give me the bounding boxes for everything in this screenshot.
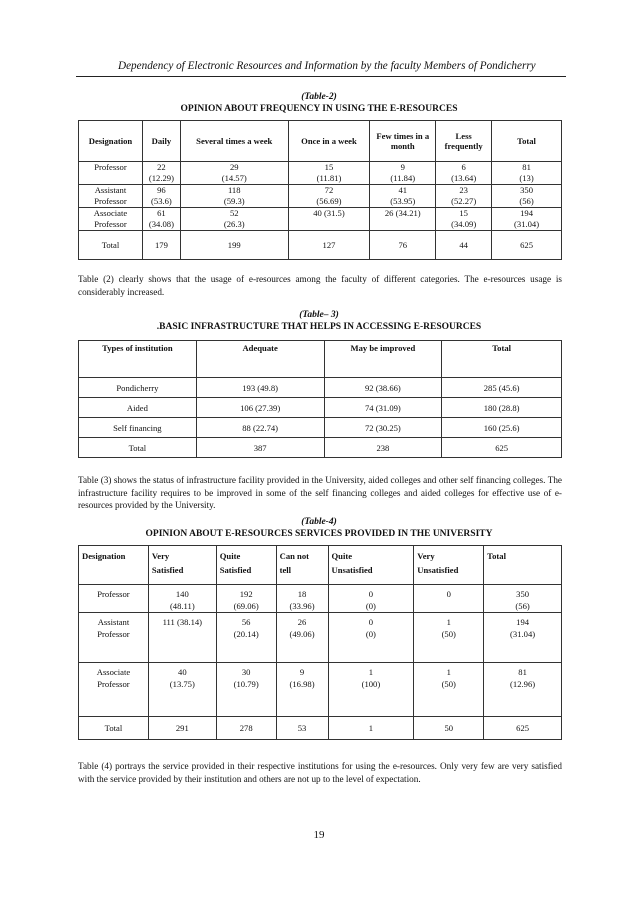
cell-line: 140 <box>175 589 189 599</box>
cell-line: 50 <box>444 723 454 733</box>
cell-line: (10.79) <box>233 679 259 689</box>
column-header <box>276 546 328 585</box>
cell-line: 15 <box>459 208 468 218</box>
paragraph-table2-summary: Table (2) clearly shows that the usage of e-resources among the faculty of different categories. The e-resources usage is considerably increased. <box>78 274 562 297</box>
cell-line: Unsatisfied <box>417 565 459 575</box>
cell-line: 40 (31.5) <box>313 208 345 218</box>
cell-line: (14.57) <box>221 173 247 183</box>
row-label <box>79 585 149 613</box>
column-header: Designation <box>79 121 143 162</box>
cell-line: 29 <box>229 162 239 172</box>
cell-line: Associate <box>93 208 128 218</box>
cell-line: (52.27) <box>451 196 477 206</box>
table-row <box>79 663 562 717</box>
table-cell <box>484 585 562 613</box>
table3-label: (Table– 3) <box>299 310 339 320</box>
table-cell <box>180 208 288 231</box>
table-cell: 88 (22.74) <box>196 418 324 438</box>
cell-line: tell <box>279 565 292 575</box>
table-cell <box>370 162 436 185</box>
table-cell <box>288 185 370 208</box>
table-cell <box>276 717 328 740</box>
row-label <box>79 717 149 740</box>
cell-line: Quite <box>331 551 353 561</box>
table-cell <box>492 208 562 231</box>
cell-line: 52 <box>229 208 239 218</box>
table-cell <box>414 717 484 740</box>
cell-line: 26 (34.21) <box>384 208 421 218</box>
table-cell <box>436 208 492 231</box>
cell-line: Total <box>101 239 120 250</box>
cell-line: Quite <box>219 551 241 561</box>
cell-line: 350 <box>520 185 533 195</box>
column-header <box>414 546 484 585</box>
table-row <box>79 162 562 185</box>
table-cell <box>180 231 288 260</box>
table-cell <box>436 231 492 260</box>
table-cell <box>370 208 436 231</box>
cell-line: 0 <box>446 589 451 599</box>
cell-line: Professor <box>97 629 130 639</box>
table-cell: 72 (30.25) <box>324 418 442 438</box>
table-row <box>79 585 562 613</box>
table-cell <box>414 663 484 717</box>
cell-line: 625 <box>516 723 530 733</box>
cell-line: 179 <box>154 239 168 250</box>
table-cell <box>148 613 216 663</box>
cell-line: (34.08) <box>148 219 174 229</box>
cell-line: (50) <box>441 679 456 689</box>
table-cell <box>414 585 484 613</box>
table-row <box>79 231 562 260</box>
table-cell <box>414 613 484 663</box>
cell-line: Professor <box>94 219 127 229</box>
cell-line: (56.69) <box>316 196 342 206</box>
cell-line: 350 <box>516 589 530 599</box>
table-row <box>79 208 562 231</box>
table3-title: .BASIC INFRASTRUCTURE THAT HELPS IN ACCESSING E-RESOURCES <box>156 322 482 332</box>
cell-line: 40 <box>178 667 187 677</box>
cell-line: (53.6) <box>151 196 172 206</box>
cell-line: 199 <box>227 239 241 250</box>
column-header <box>148 546 216 585</box>
table-cell: 238 <box>324 438 442 458</box>
cell-line: (31.04) <box>510 629 536 639</box>
row-label <box>79 613 149 663</box>
table-cell <box>370 231 436 260</box>
cell-line: 30 <box>241 667 251 677</box>
table-cell <box>142 208 180 231</box>
table-cell: 92 (38.66) <box>324 378 442 398</box>
cell-line: (11.81) <box>316 173 342 183</box>
table-cell <box>484 717 562 740</box>
cell-line: (16.98) <box>289 679 315 689</box>
column-header: Several times a week <box>180 121 288 162</box>
table-cell <box>288 162 370 185</box>
cell-line: 1 <box>368 723 374 733</box>
table-cell <box>484 613 562 663</box>
cell-line: 44 <box>459 239 468 250</box>
table2-label: (Table-2) <box>301 92 337 102</box>
table-cell: 625 <box>442 438 562 458</box>
cell-line: (0) <box>365 601 376 611</box>
cell-line: (53.95) <box>390 196 416 206</box>
cell-line: 81 <box>518 667 527 677</box>
table-cell <box>288 231 370 260</box>
cell-line: (13.64) <box>451 173 477 183</box>
column-header: Less frequently <box>436 121 492 162</box>
row-label <box>79 208 143 231</box>
table4-title: OPINION ABOUT E-RESOURCES SERVICES PROVIDED IN THE UNIVERSITY <box>145 529 493 539</box>
column-header: Total <box>442 341 562 378</box>
table4-label: (Table-4) <box>301 517 337 527</box>
row-label: Pondicherry <box>79 378 197 398</box>
row-label: Total <box>79 438 197 458</box>
table-row <box>79 613 562 663</box>
table-row <box>79 438 562 458</box>
table-cell <box>148 717 216 740</box>
cell-line: (59.3) <box>223 196 245 206</box>
table-cell <box>484 663 562 717</box>
table-cell: 180 (28.8) <box>442 398 562 418</box>
services-table <box>78 545 562 740</box>
cell-line: Designation <box>82 551 126 561</box>
cell-line: 9 <box>299 667 305 677</box>
column-header: Daily <box>142 121 180 162</box>
table-cell: 106 (27.39) <box>196 398 324 418</box>
cell-line: Very <box>417 551 435 561</box>
cell-line: (11.84) <box>390 173 416 183</box>
cell-line: 61 <box>157 208 166 218</box>
cell-line: (49.06) <box>289 629 315 639</box>
table-cell <box>180 185 288 208</box>
table-cell <box>216 663 276 717</box>
table-cell: 193 (49.8) <box>196 378 324 398</box>
cell-line: (26.3) <box>223 219 245 229</box>
cell-line: Unsatisfied <box>331 565 373 575</box>
table-cell <box>328 663 414 717</box>
table-cell: 387 <box>196 438 324 458</box>
cell-line: Assistant <box>94 185 127 195</box>
cell-line: (50) <box>441 629 456 639</box>
cell-line: Professor <box>94 162 127 172</box>
cell-line: 0 <box>368 617 374 627</box>
table-cell <box>148 585 216 613</box>
table-header-row <box>79 121 562 162</box>
table-cell <box>180 162 288 185</box>
cell-line: 72 <box>324 185 334 195</box>
table-cell <box>142 162 180 185</box>
cell-line: 96 <box>157 185 166 195</box>
cell-line: (34.09) <box>451 219 477 229</box>
cell-line: Professor <box>97 589 130 599</box>
column-header: Once in a week <box>288 121 370 162</box>
cell-line: 127 <box>322 239 336 250</box>
cell-line: Can not <box>279 551 309 561</box>
row-label: Self financing <box>79 418 197 438</box>
cell-line: 18 <box>297 589 307 599</box>
table-cell <box>216 585 276 613</box>
cell-line: Satisfied <box>219 565 252 575</box>
column-header: Few times in a month <box>370 121 436 162</box>
column-header: May be improved <box>324 341 442 378</box>
cell-line: (56) <box>515 601 530 611</box>
cell-line: (31.04) <box>514 219 540 229</box>
cell-line: 53 <box>297 723 307 733</box>
table-row <box>79 398 562 418</box>
cell-line: (0) <box>365 629 376 639</box>
column-header: Adequate <box>196 341 324 378</box>
table-cell <box>370 185 436 208</box>
cell-line: 194 <box>520 208 533 218</box>
table-cell <box>216 613 276 663</box>
cell-line: 291 <box>175 723 189 733</box>
table-cell <box>492 162 562 185</box>
column-header <box>216 546 276 585</box>
table-cell <box>288 208 370 231</box>
page-number: 19 <box>313 829 325 841</box>
cell-line: Associate <box>96 667 131 677</box>
table-cell <box>276 613 328 663</box>
column-header: Types of institution <box>79 341 197 378</box>
cell-line: 111 (38.14) <box>162 617 203 627</box>
table-header-row <box>79 341 562 378</box>
cell-line: 118 <box>227 185 241 195</box>
table-cell <box>328 613 414 663</box>
table-cell <box>142 231 180 260</box>
cell-line: 625 <box>520 239 533 250</box>
cell-line: 6 <box>461 162 466 172</box>
cell-line: 23 <box>459 185 468 195</box>
cell-line: 192 <box>239 589 253 599</box>
cell-line: (13) <box>519 173 534 183</box>
cell-line: (56) <box>519 196 534 206</box>
table-row <box>79 185 562 208</box>
table-cell <box>276 585 328 613</box>
row-label <box>79 663 149 717</box>
table-cell <box>142 185 180 208</box>
cell-line: (13.75) <box>169 679 195 689</box>
table-row <box>79 418 562 438</box>
cell-line: Professor <box>97 679 130 689</box>
row-label <box>79 185 143 208</box>
table-cell <box>436 162 492 185</box>
cell-line: 1 <box>368 667 374 677</box>
table-cell <box>328 717 414 740</box>
cell-line: 0 <box>368 589 374 599</box>
table-row <box>79 378 562 398</box>
cell-line: 41 <box>398 185 408 195</box>
cell-line: Very <box>151 551 170 561</box>
cell-line: (20.14) <box>233 629 259 639</box>
cell-line: Professor <box>94 196 127 206</box>
column-header <box>328 546 414 585</box>
cell-line: (69.06) <box>233 601 259 611</box>
cell-line: 9 <box>400 162 405 172</box>
row-label <box>79 162 143 185</box>
column-header: Total <box>492 121 562 162</box>
table-cell <box>216 717 276 740</box>
infrastructure-table <box>78 340 562 458</box>
cell-line: Total <box>487 551 506 561</box>
paragraph-table4-summary: Table (4) portrays the service provided in their respective institutions for using the e-resources. Only very few are very satisfied with the service provided by their institution and others are not up to the level of expectation. <box>78 761 562 784</box>
table-cell <box>328 585 414 613</box>
table-row <box>79 717 562 740</box>
cell-line: (33.96) <box>289 601 315 611</box>
table-header-row <box>79 546 562 585</box>
cell-line: Satisfied <box>151 565 184 575</box>
cell-line: 56 <box>241 617 251 627</box>
cell-line: (12.29) <box>148 173 174 183</box>
table-cell: 285 (45.6) <box>442 378 562 398</box>
table2-title: OPINION ABOUT FREQUENCY IN USING THE E-RESOURCES <box>180 104 458 114</box>
cell-line: 1 <box>446 667 451 677</box>
table-cell <box>492 231 562 260</box>
cell-line: 278 <box>239 723 253 733</box>
column-header <box>79 546 149 585</box>
cell-line: (100) <box>361 679 381 689</box>
table-cell <box>148 663 216 717</box>
table-cell <box>276 663 328 717</box>
cell-line: 194 <box>516 617 530 627</box>
cell-line: 15 <box>324 162 334 172</box>
header-divider <box>76 76 566 77</box>
cell-line: (12.96) <box>510 679 536 689</box>
cell-line: 76 <box>398 239 408 250</box>
table-cell: 160 (25.6) <box>442 418 562 438</box>
paragraph-table3-summary: Table (3) shows the status of infrastructure facility provided in the University, aided colleges and other self financing colleges. The infrastructure facility requires to be improved in some of the self financing colleges and aided colleges for effective use of e-resources provided by the University. <box>78 475 562 510</box>
cell-line: Assistant <box>97 617 130 627</box>
cell-line: (48.11) <box>169 601 195 611</box>
cell-line: Total <box>104 723 123 733</box>
running-header: Dependency of Electronic Resources and Information by the faculty Members of Pondicherry <box>118 60 536 72</box>
table-cell <box>492 185 562 208</box>
row-label <box>79 231 143 260</box>
cell-line: 22 <box>157 162 166 172</box>
cell-line: 81 <box>522 162 531 172</box>
cell-line: 26 <box>297 617 307 627</box>
cell-line: 1 <box>446 617 451 627</box>
table-cell: 74 (31.09) <box>324 398 442 418</box>
column-header <box>484 546 562 585</box>
table-cell <box>436 185 492 208</box>
row-label: Aided <box>79 398 197 418</box>
frequency-table <box>78 120 562 260</box>
